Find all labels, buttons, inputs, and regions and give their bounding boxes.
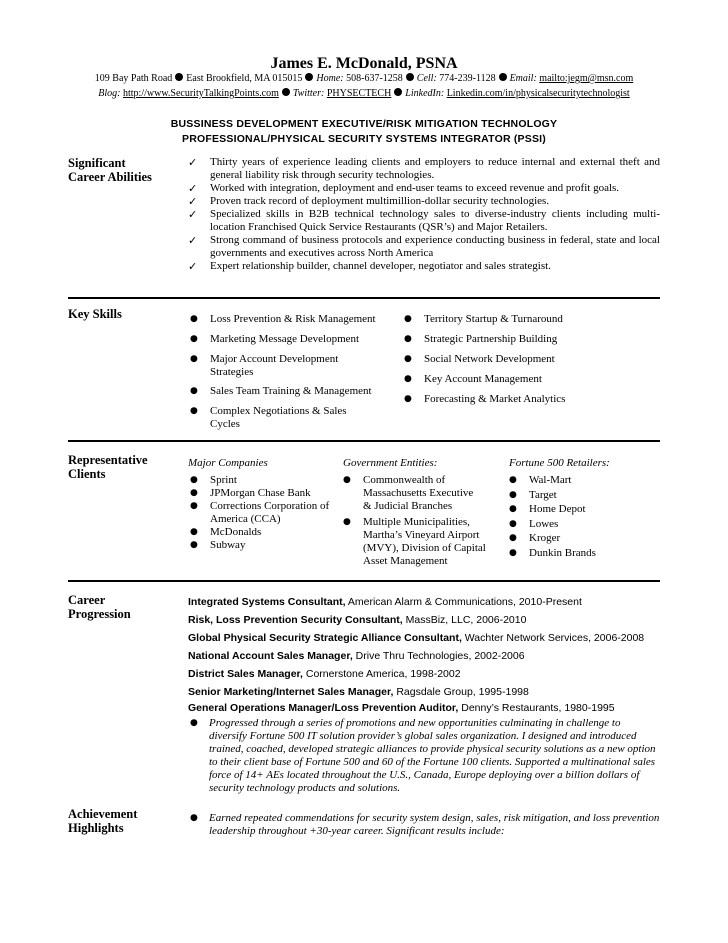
list-item (402, 393, 642, 406)
career-summary (188, 717, 660, 795)
list-item (188, 353, 358, 379)
list-item (188, 208, 660, 234)
job-detail: Cornerstone America, 1998-2002 (302, 668, 461, 680)
list-item-text: Sales Team Training & Management (210, 385, 372, 397)
list-item-text: Loss Prevention & Risk Management (210, 313, 376, 325)
job-detail: MassBiz, LLC, 2006-2010 (402, 614, 527, 626)
list-item (188, 385, 388, 398)
contact-line-1 (0, 73, 728, 84)
contact-line-2 (0, 88, 728, 99)
list-item-text: Kroger (529, 532, 561, 544)
job-entry (188, 632, 644, 644)
twitter-link[interactable]: PHYSECTECH (326, 88, 392, 99)
job-entry (188, 686, 529, 698)
bullet-icon: ● (190, 406, 198, 416)
list-item-text: Commonwealth of Massachusetts Executive & Judicial Branches (363, 474, 474, 512)
section-title-line: Achievement (68, 807, 138, 821)
blog-link[interactable]: http://www.SecurityTalkingPoints.com (122, 88, 279, 99)
list-item-text: McDonalds (210, 526, 262, 538)
bullet-icon: ● (343, 517, 351, 527)
bullet-dot-icon (175, 73, 183, 81)
list-item-text: Wal-Mart (529, 474, 572, 486)
list-item (402, 353, 642, 366)
major-companies-heading: Major Companies (188, 457, 268, 469)
bullet-icon: ● (343, 475, 351, 485)
list-item-text: Corrections Corporation of America (CCA) (210, 500, 330, 525)
list-item (188, 539, 338, 552)
section-title-line: Career Abilities (68, 170, 152, 184)
list-item-text: Target (529, 488, 557, 501)
list-item (507, 518, 647, 531)
bullet-icon: ● (404, 354, 412, 364)
job-title: Integrated Systems Consultant, (188, 596, 346, 608)
list-item (341, 474, 481, 513)
bullet-dot-icon (394, 88, 402, 96)
job-title: General Operations Manager/Loss Prevention Auditor, (188, 702, 459, 714)
linkedin-link[interactable]: Linkedin.com/in/physicalsecuritytechnologist (446, 88, 630, 99)
list-item (188, 156, 660, 182)
bullet-icon: ● (509, 489, 517, 500)
bullet-icon: ● (190, 314, 198, 324)
email-label: Email: (509, 73, 537, 84)
section-title-line: Highlights (68, 821, 124, 835)
list-item (188, 260, 660, 273)
skills-list-right (402, 313, 642, 406)
list-item-text: JPMorgan Chase Bank (210, 487, 311, 499)
checkmark-icon: ✓ (188, 260, 198, 273)
major-companies-list (188, 474, 338, 552)
job-detail: Denny’s Restaurants, 1980-1995 (458, 702, 615, 714)
list-item-text: Sprint (210, 474, 237, 486)
checkmark-icon: ✓ (188, 208, 198, 221)
cell-phone: 774-239-1128 (439, 73, 496, 84)
city: East Brookfield, MA 015015 (186, 73, 303, 84)
section-title-line: Career (68, 593, 106, 607)
list-item (188, 474, 338, 487)
job-entry (188, 596, 582, 608)
list-item (188, 313, 388, 326)
list-item-text: Subway (210, 539, 246, 551)
bullet-dot-icon (282, 88, 290, 96)
bullet-icon: ● (509, 547, 517, 558)
achievements-text: Earned repeated commendations for security system design, sales, risk mitigation, and loss prevention leadership throughout +30-year career. Significant results include: (209, 812, 660, 837)
home-label: Home: (316, 73, 344, 84)
candidate-name: James E. McDonald, PSNA (270, 55, 458, 72)
list-item-text: Worked with integration, deployment and end-user teams to exceed revenue and profit goals. (210, 182, 620, 194)
bullet-icon: ● (190, 354, 198, 364)
bullet-icon: ● (190, 475, 198, 485)
bullet-icon: ● (509, 518, 517, 529)
job-detail: Wachter Network Services, 2006-2008 (461, 632, 645, 644)
section-title-line: Clients (68, 467, 106, 481)
section-title-career (68, 593, 131, 621)
checkmark-icon: ✓ (188, 182, 198, 195)
achievements-intro (188, 812, 660, 838)
checkmark-icon: ✓ (188, 195, 198, 208)
bullet-icon: ● (404, 394, 412, 404)
list-item-text: Expert relationship builder, channel developer, negotiator and sales strategist. (210, 260, 551, 272)
list-item-text: Strategic Partnership Building (424, 333, 558, 345)
government-entities-heading: Government Entities: (343, 457, 438, 469)
bullet-icon: ● (190, 386, 198, 396)
job-title: District Sales Manager, (188, 668, 303, 680)
bullet-icon: ● (509, 504, 517, 514)
bullet-icon: ● (404, 374, 412, 384)
job-title: Risk, Loss Prevention Security Consultant, (188, 614, 403, 626)
job-entry (188, 614, 526, 626)
list-item-text: Strong command of business protocols and experience conducting business in federal, state and local governments and executives across North America (210, 234, 660, 259)
job-detail: Ragsdale Group, 1995-1998 (393, 686, 529, 698)
headline-line-2: PROFESSIONAL/PHYSICAL SECURITY SYSTEMS INTEGRATOR (PSSI) (182, 133, 546, 145)
checkmark-icon: ✓ (188, 234, 198, 247)
list-item-text: Proven track record of deployment multimillion-dollar security technologies. (210, 195, 550, 207)
list-item-text: Complex Negotiations & Sales Cycles (210, 405, 347, 430)
list-item-text: Key Account Management (424, 373, 542, 385)
bullet-dot-icon (305, 73, 313, 81)
section-title-line: Representative (68, 453, 148, 467)
list-item (188, 333, 388, 346)
bullet-dot-icon (406, 73, 414, 81)
job-entry (188, 668, 461, 680)
section-title-abilities (68, 156, 152, 184)
bullet-icon: ● (190, 527, 198, 537)
list-item (507, 474, 647, 487)
bullet-icon: ● (190, 501, 198, 511)
list-item-text: Specialized skills in B2B technical technology sales to diverse-industry clients including multi-location Franchised Quick Service Restaurants (QSR’s) and Major Retailers. (210, 208, 660, 233)
list-item (507, 503, 647, 516)
bullet-icon: ● (509, 533, 517, 543)
list-item (341, 516, 501, 568)
job-title: National Account Sales Manager, (188, 650, 353, 662)
list-item-text: Marketing Message Development (210, 333, 360, 345)
bullet-icon: ● (190, 813, 198, 823)
bullet-icon: ● (190, 540, 198, 550)
bullet-icon: ● (190, 718, 198, 728)
checkmark-icon: ✓ (188, 156, 198, 169)
job-entry (188, 702, 615, 714)
list-item (402, 373, 642, 386)
bullet-icon: ● (404, 334, 412, 344)
list-item (402, 313, 642, 326)
headline-line-1: BUSSINESS DEVELOPMENT EXECUTIVE/RISK MITIGATION TECHNOLOGY (170, 118, 558, 130)
list-item (188, 487, 338, 500)
email-link[interactable]: mailto:jegm@msn.com (539, 73, 634, 84)
bullet-icon: ● (190, 488, 198, 498)
bullet-icon: ● (404, 314, 412, 324)
job-detail: American Alarm & Communications, 2010-Present (345, 596, 582, 608)
blog-label: Blog: (98, 88, 121, 99)
section-title-line: Significant (68, 156, 126, 170)
abilities-list (188, 156, 660, 273)
list-item (188, 234, 660, 260)
linkedin-label: LinkedIn: (405, 88, 445, 99)
list-item-text: Territory Startup & Turnaround (424, 313, 563, 325)
job-detail: Drive Thru Technologies, 2002-2006 (352, 650, 525, 662)
home-phone: 508-637-1258 (346, 73, 403, 84)
job-title: Senior Marketing/Internet Sales Manager, (188, 686, 394, 698)
bullet-icon: ● (509, 475, 517, 485)
list-item (402, 333, 642, 346)
list-item (188, 195, 660, 208)
section-title-achievements (68, 807, 137, 835)
list-item-text: Multiple Municipalities, Martha’s Vineyard Airport (MVY), Division of Capital Asset Management (363, 516, 486, 567)
list-item (188, 405, 358, 431)
list-item (188, 526, 338, 539)
fortune-retailers-heading: Fortune 500 Retailers: (509, 457, 610, 469)
fortune-retailers-list (507, 474, 647, 560)
address: 109 Bay Path Road (94, 73, 173, 84)
section-divider (68, 440, 660, 442)
twitter-label: Twitter: (292, 88, 325, 99)
list-item-text: Home Depot (529, 503, 586, 515)
cell-label: Cell: (416, 73, 437, 84)
job-title: Global Physical Security Strategic Alliance Consultant, (188, 632, 462, 644)
list-item-text: Lowes (529, 517, 559, 530)
list-item (507, 547, 647, 560)
list-item (507, 532, 647, 545)
section-title-clients (68, 453, 148, 481)
list-item (188, 500, 338, 526)
list-item (507, 489, 647, 502)
bullet-dot-icon (499, 73, 507, 81)
list-item-text: Forecasting & Market Analytics (424, 393, 566, 405)
list-item-text: Dunkin Brands (529, 546, 596, 559)
job-entry (188, 650, 525, 662)
government-entities-list (341, 474, 501, 568)
section-title-line: Progression (68, 607, 131, 621)
skills-list-left (188, 313, 388, 431)
section-title-skills: Key Skills (68, 307, 122, 321)
career-summary-text: Progressed through a series of promotions and new opportunities culminating in challenge to diversify Fortune 500 IT solution provider’s global sales organization. I designed and introduced trained, coached, developed strategic alliances to provide physical security solutions as a new option to their client base of Fortune 500 and 60 of the Fortune 100 clients. Supported a multinational sales force of 14+ AEs located throughout the U.S., Canada, Europe deploying over a billion dollars of security technology products and solutions. (209, 717, 656, 794)
list-item (188, 182, 660, 195)
list-item-text: Social Network Development (424, 353, 555, 365)
section-divider (68, 580, 660, 582)
section-divider (68, 297, 660, 299)
list-item-text: Thirty years of experience leading clients and employers to reduce internal and external theft and general liability risk through security technologies. (210, 156, 660, 181)
list-item-text: Major Account Development Strategies (210, 353, 339, 378)
bullet-icon: ● (190, 334, 198, 344)
